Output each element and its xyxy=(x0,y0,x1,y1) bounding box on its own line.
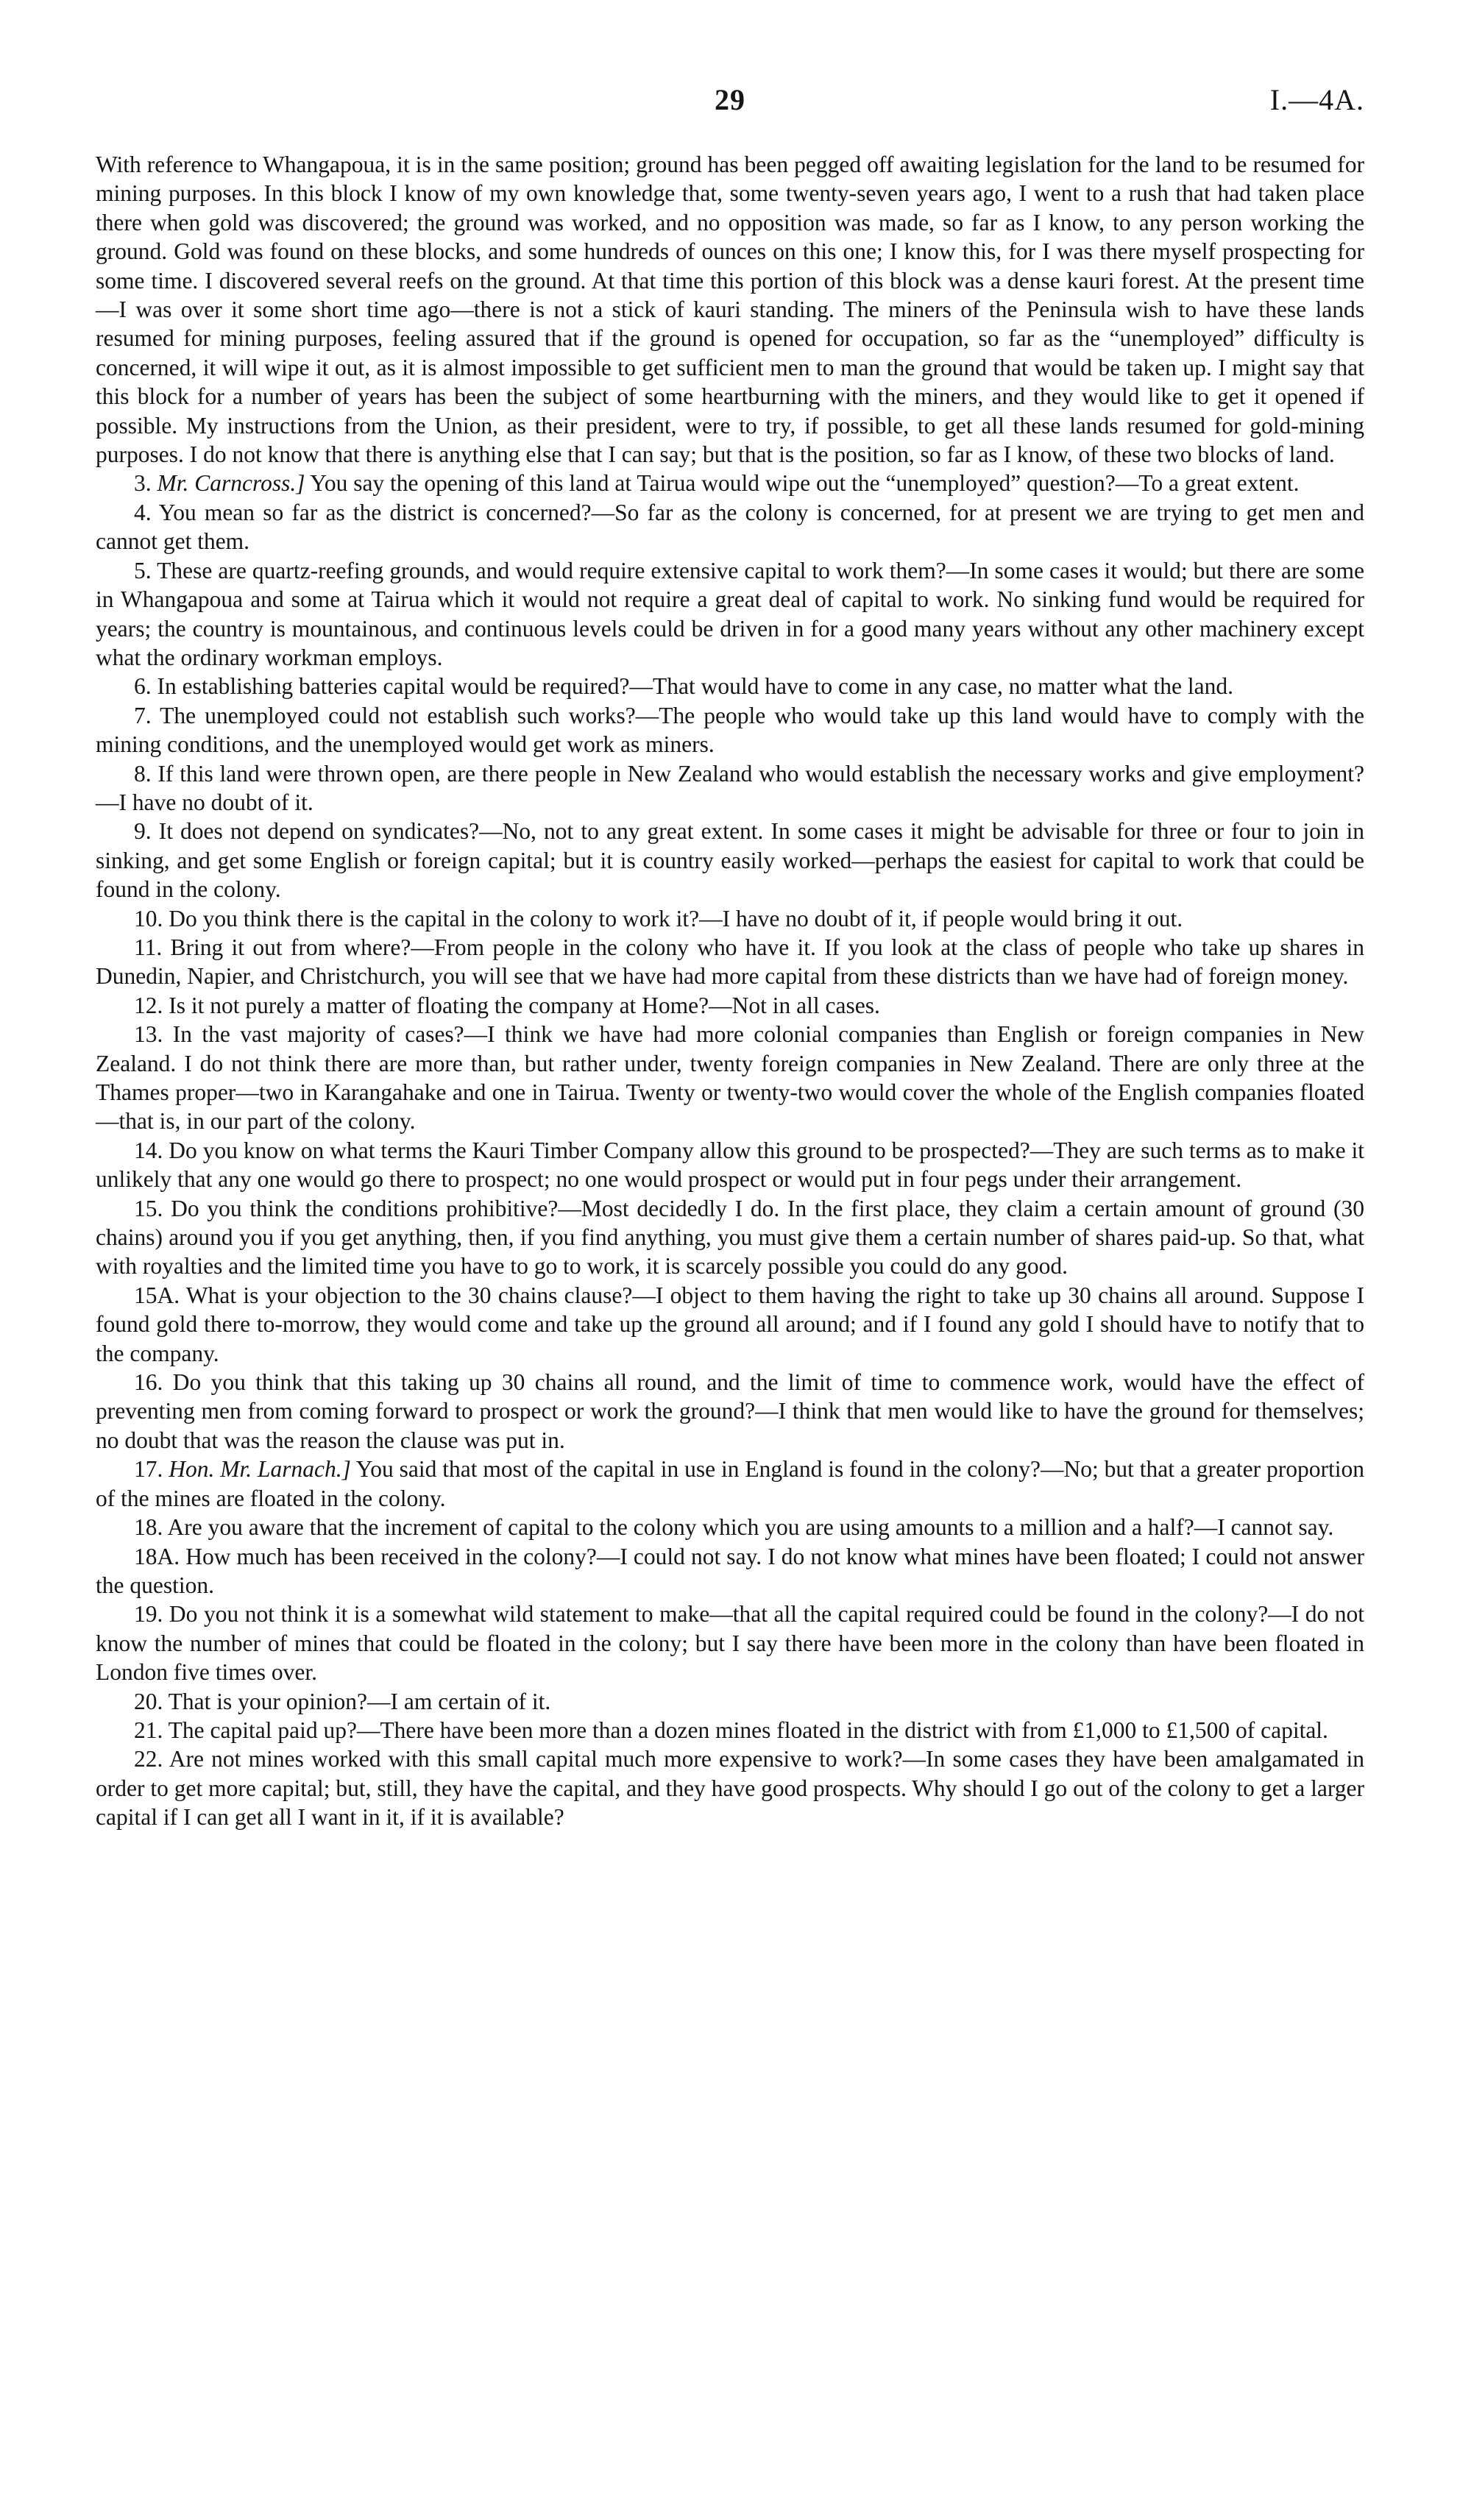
paragraph xyxy=(96,1020,1364,1136)
paragraph-text: 22. Are not mines worked with this small capital much more expensive to work?—In some cases they have been amalgamated in order to get more capital; but, still, they have the capital, and they have good prospects. Why should I go out of the colony to get a larger capital if I can get all I want in it, if it is available? xyxy=(96,1746,1364,1831)
paragraph-text: 5. These are quartz-reefing grounds, and would require extensive capital to work them?—In some cases it would; but there are some in Whangapoua and some at Tairua which it would not require a great deal of capital to work. No sinking fund would be required for years; the country is mountainous, and continuous levels could be driven in for a good many years without any other machinery except what the ordinary workman employs. xyxy=(96,557,1364,670)
paragraph xyxy=(96,1745,1364,1831)
paragraph xyxy=(96,817,1364,904)
paragraph-text: 16. Do you think that this taking up 30 chains all round, and the limit of time to commence work, would have the effect of preventing men from coming forward to prospect or work the ground?—I think that men would like to have the ground for themselves; no doubt that was the reason the clause was put in. xyxy=(96,1369,1364,1453)
paragraph xyxy=(96,1455,1364,1513)
paragraph-text: 18. Are you aware that the increment of capital to the colony which you are using amounts to a million and a half?—I cannot say. xyxy=(134,1514,1334,1541)
paragraph xyxy=(96,904,1364,933)
document-reference: I.—4A. xyxy=(1269,83,1364,116)
paragraph xyxy=(96,1542,1364,1600)
paragraph-text: 19. Do you not think it is a somewhat wild statement to make—that all the capital required could be found in the colony?—I do not know the number of mines that could be floated in the colony; but I say there have been more in the colony than have been floated in London five times over. xyxy=(96,1601,1364,1686)
question-number: 3. xyxy=(134,470,152,497)
paragraph xyxy=(96,1136,1364,1194)
paragraph-text: 10. Do you think there is the capital in the colony to work it?—I have no doubt of it, if people would bring it out. xyxy=(134,905,1183,931)
page-header xyxy=(96,82,1364,127)
paragraph-text: 20. That is your opinion?—I am certain of it. xyxy=(134,1688,551,1714)
paragraph-text: 15A. What is your objection to the 30 chains clause?—I object to them having the right to take up 30 chains all around. Suppose I found gold there to-morrow, they would come and take up the ground all around; and if I found any gold I should have to notify that to the company. xyxy=(96,1282,1364,1366)
paragraph-text: 12. Is it not purely a matter of floating the company at Home?—Not in all cases. xyxy=(134,992,880,1018)
paragraph-text: 7. The unemployed could not establish such works?—The people who would take up this land would have to comply with the mining conditions, and the unemployed would get work as miners. xyxy=(96,702,1364,758)
paragraph xyxy=(96,759,1364,817)
paragraph xyxy=(96,498,1364,556)
paragraph xyxy=(96,556,1364,672)
paragraph-text: You said that most of the capital in use in England is found in the colony?—No; but that a greater proportion of the mines are floated in the colony. xyxy=(96,1456,1365,1511)
paragraph xyxy=(96,701,1364,759)
paragraph-text: 11. Bring it out from where?—From people in the colony who have it. If you look at the class of people who take up shares in Dunedin, Napier, and Christchurch, you will see that we have had more capital from these districts than we have had of foreign money. xyxy=(96,934,1364,990)
body-text xyxy=(96,150,1364,1832)
paragraph-text: 18A. How much has been received in the colony?—I could not say. I do not know what mines have been floated; I could not answer the question. xyxy=(96,1543,1364,1598)
paragraph xyxy=(96,1281,1364,1368)
paragraph xyxy=(96,991,1364,1020)
paragraph xyxy=(96,1194,1364,1281)
paragraph xyxy=(96,1513,1364,1541)
paragraph xyxy=(96,933,1364,991)
paragraph-text: 6. In establishing batteries capital would be required?—That would have to come in any case, no matter what the land. xyxy=(134,673,1234,700)
paragraph xyxy=(96,150,1364,469)
paragraph-text: 21. The capital paid up?—There have been more than a dozen mines floated in the district with from £1,000 to £1,500 of capital. xyxy=(134,1717,1328,1743)
paragraph-text: 15. Do you think the conditions prohibitive?—Most decidedly I do. In the first place, they claim a certain amount of ground (30 chains) around you if you get anything, then, if you find anything, you must give them a certain number of shares paid-up. So that, what with royalties and the limited time you have to go to work, it is scarcely possible you could do any good. xyxy=(96,1195,1364,1279)
speaker-name: Mr. Carncross.] xyxy=(157,470,305,497)
paragraph xyxy=(96,1600,1364,1686)
paragraph xyxy=(96,1368,1364,1455)
paragraph-text: 9. It does not depend on syndicates?—No, not to any great extent. In some cases it might be advisable for three or four to join in sinking, and get some English or foreign capital; but it is country easily worked—perhaps the easiest for capital to work that could be found in the colony. xyxy=(96,818,1364,903)
paragraph-text: 13. In the vast majority of cases?—I think we have had more colonial companies than English or foreign companies in New Zealand. I do not think there are more than, but rather under, twenty foreign companies in New Zealand. There are only three at the Thames proper—two in Karangahake and one in Tairua. Twenty or twenty-two would cover the whole of the English companies floated—that is, in our part of the colony. xyxy=(96,1021,1364,1135)
paragraph xyxy=(96,672,1364,700)
paragraph-text: 8. If this land were thrown open, are there people in New Zealand who would establish the necessary works and give employment?—I have no doubt of it. xyxy=(96,760,1364,815)
paragraph xyxy=(96,469,1364,497)
paragraph-text: 14. Do you know on what terms the Kauri Timber Company allow this ground to be prospected?—They are such terms as to make it unlikely that any one would go there to prospect; no one would prospect or would put in four pegs under their arrangement. xyxy=(96,1137,1364,1193)
speaker-name: Hon. Mr. Larnach.] xyxy=(169,1456,351,1483)
page-number: 29 xyxy=(715,83,745,116)
paragraph xyxy=(96,1716,1364,1745)
question-number: 17. xyxy=(134,1456,163,1483)
paragraph xyxy=(96,1687,1364,1716)
paragraph-text: With reference to Whangapoua, it is in the same position; ground has been pegged off awaiting legislation for the land to be resumed for mining purposes. In this block I know of my own knowledge that, some twenty-seven years ago, I went to a rush that had taken place there when gold was discovered; the ground was worked, and no opposition was made, so far as I know, to any person working the ground. Gold was found on these blocks, and some hundreds of ounces on this one; I know this, for I was there myself prospecting for some time. I discovered several reefs on the ground. At that time this portion of this block was a dense kauri forest. At the present time—I was over it some short time ago—there is not a stick of kauri standing. The miners of the Peninsula wish to have these lands resumed for mining purposes, feeling assured that if the ground is opened for occupation, so far as the “unemployed” difficulty is concerned, it will wipe it out, as it is almost impossible to get sufficient men to man the ground that would be taken up. I might say that this block for a number of years has been the subject of some heartburning with the miners, and they would like to get it opened if possible. My instructions from the Union, as their president, were to try, if possible, to get all these lands resumed for gold-mining purposes. I do not know that there is anything else that I can say; but that is the position, so far as I know, of these two blocks of land. xyxy=(96,152,1364,468)
paragraph-text: You say the opening of this land at Tairua would wipe out the “unemployed” question?—To a great extent. xyxy=(310,470,1300,497)
paragraph-text: 4. You mean so far as the district is concerned?—So far as the colony is concerned, for at present we are trying to get men and cannot get them. xyxy=(96,499,1364,555)
